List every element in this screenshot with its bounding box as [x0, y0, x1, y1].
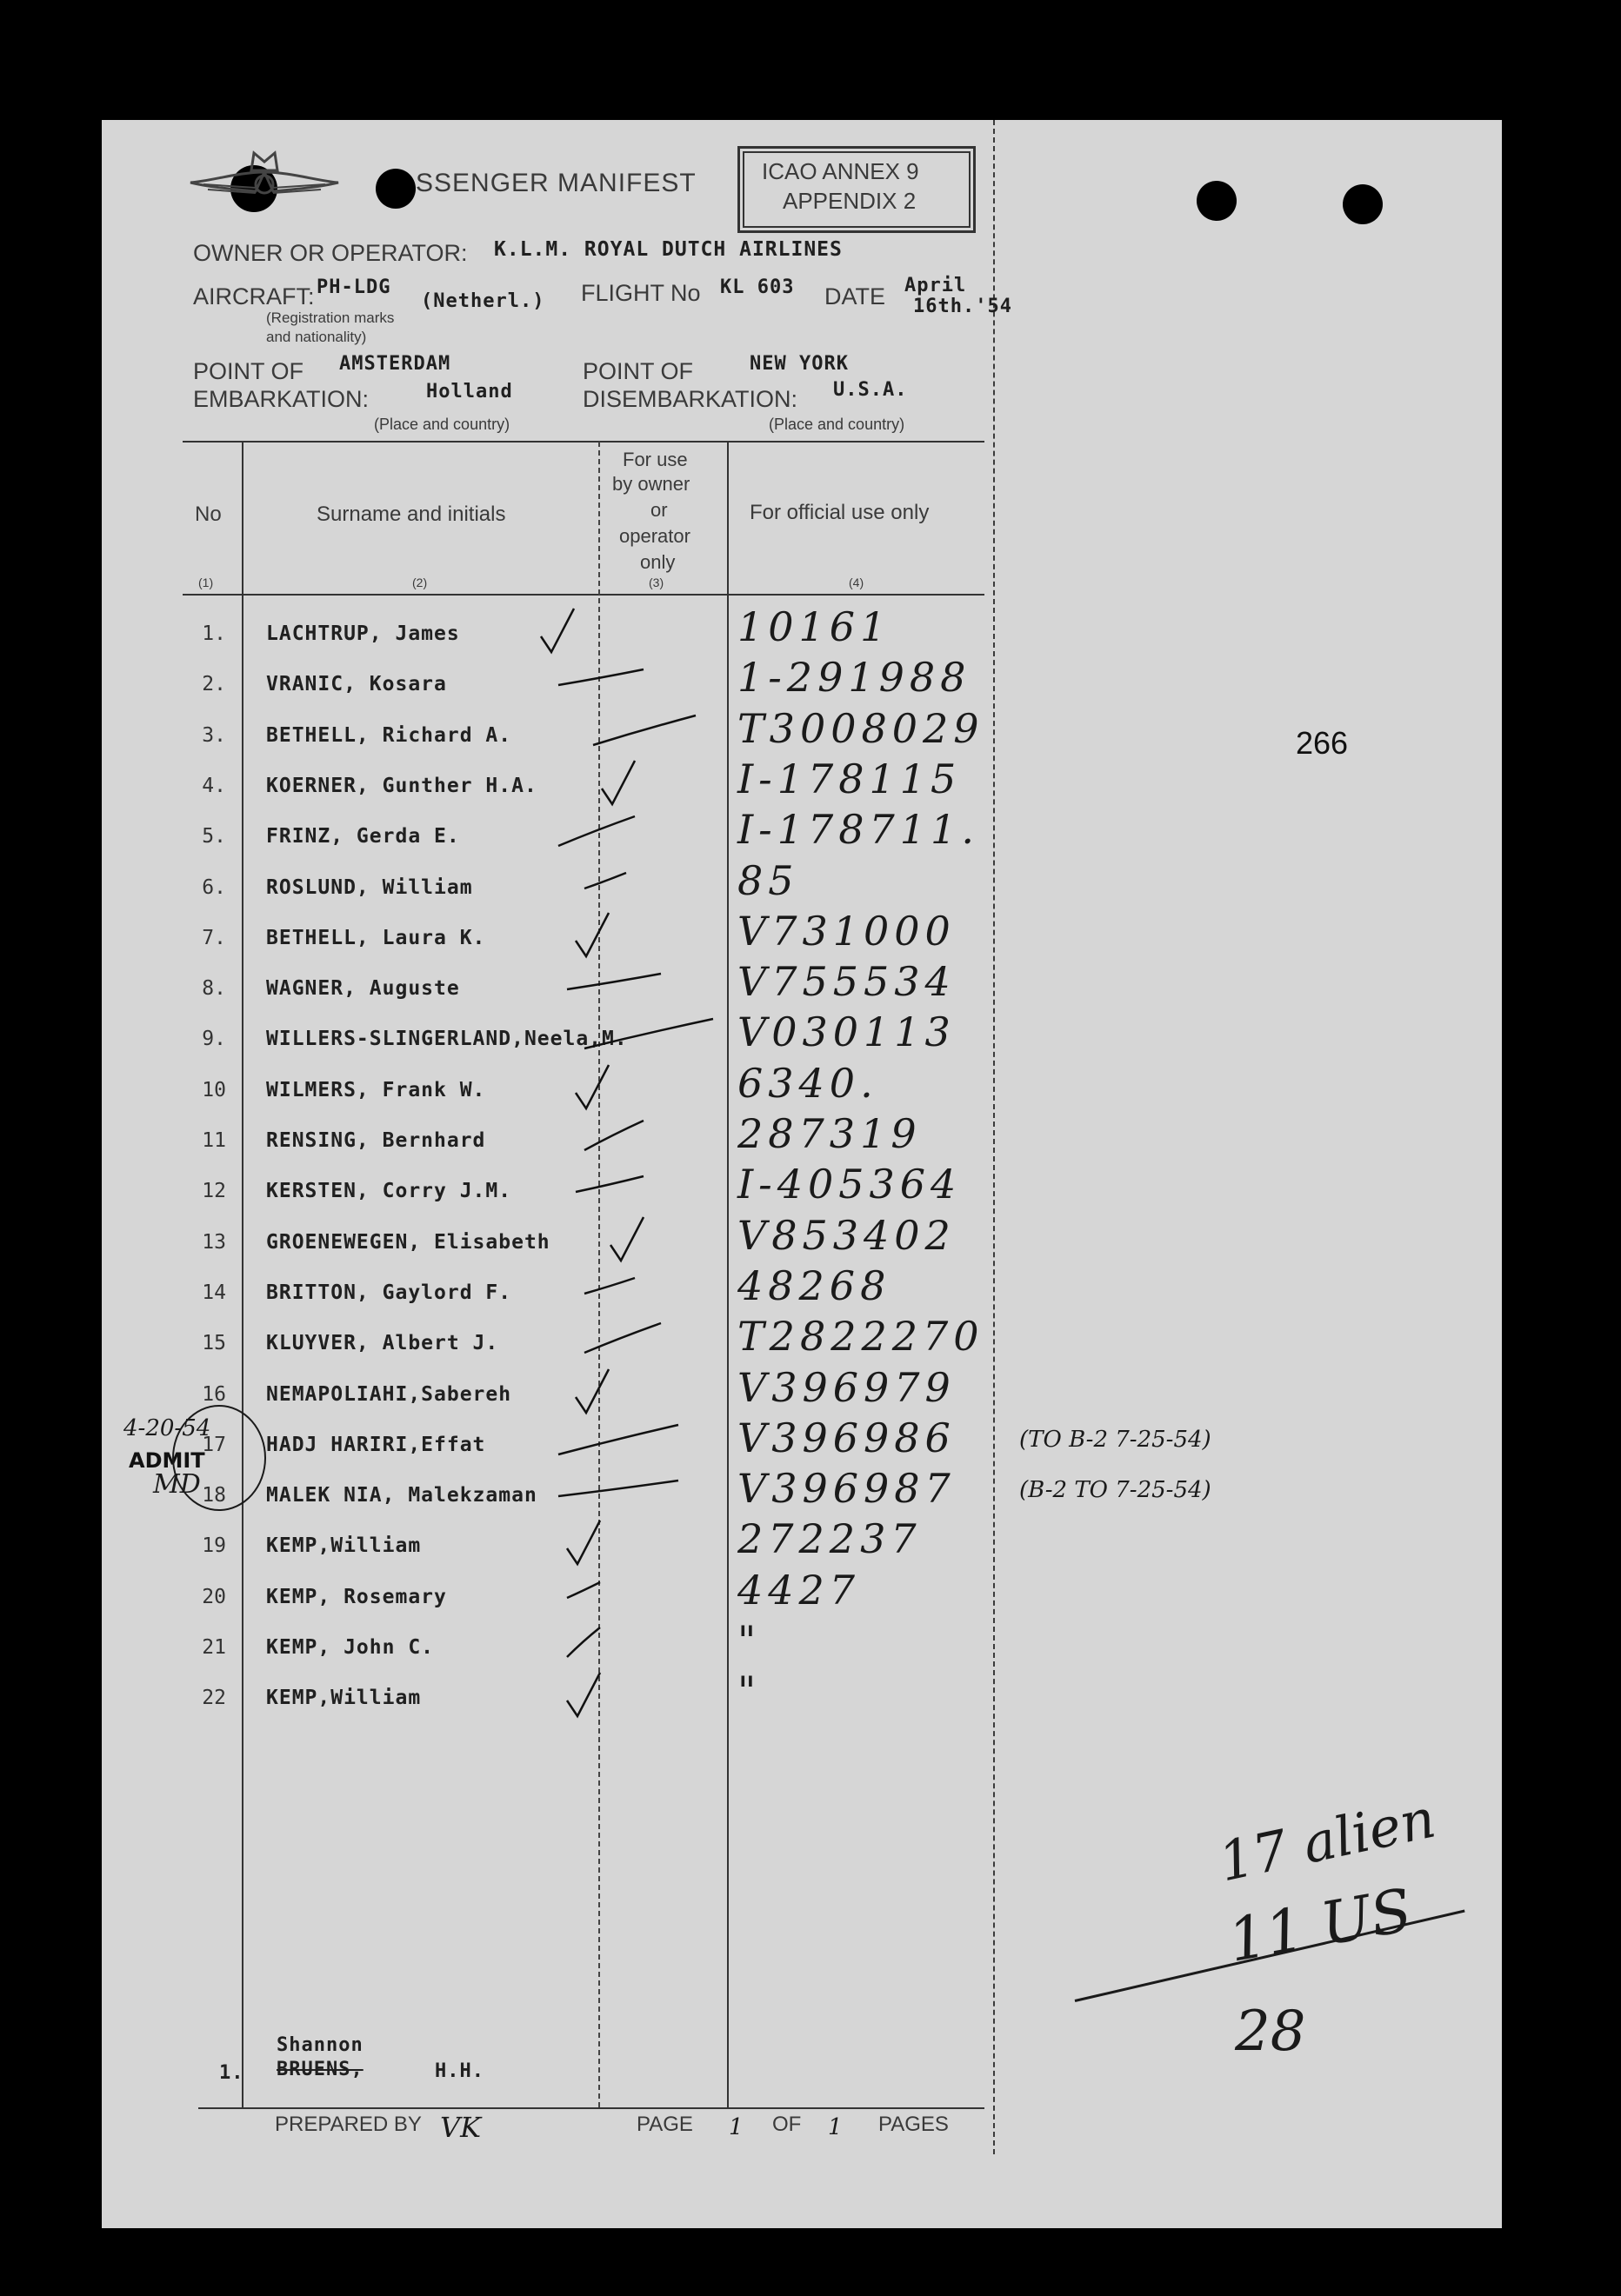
punch-hole [1343, 184, 1383, 224]
crew-no: 1. [219, 2062, 244, 2084]
passenger-official-number: T3008029 [737, 704, 984, 752]
passenger-no: 17 [202, 1433, 226, 1456]
passenger-official-number: 272237 [737, 1515, 922, 1563]
check-mark [565, 1666, 757, 1727]
prepared-by-label: PREPARED BY [275, 2113, 422, 2136]
tally-alien: 17 alien [1213, 1786, 1441, 1894]
col-header-owner-2: by owner [612, 473, 690, 495]
passenger-official-number: 10161 [737, 603, 891, 650]
passenger-official-number: V731000 [737, 907, 956, 955]
passenger-no: 3. [202, 723, 226, 747]
passenger-no: 5. [202, 825, 226, 849]
date-value-2: 16th.'54 [913, 296, 1012, 317]
col-header-official: For official use only [750, 501, 930, 524]
admit-date: 4-20-54 [123, 1415, 211, 1441]
klm-logo [186, 146, 343, 224]
aircraft-label: AIRCRAFT: [193, 283, 315, 309]
passenger-official-number: I-405364 [737, 1161, 962, 1208]
passenger-official-number: " [737, 1667, 762, 1715]
passenger-no: 7. [202, 926, 226, 949]
disembark-label-2: DISEMBARKATION: [583, 386, 798, 412]
passenger-name: LACHTRUP, James [266, 622, 460, 645]
passenger-official-number: V755534 [737, 958, 956, 1006]
of-label: OF [772, 2113, 802, 2136]
pages-label: PAGES [878, 2113, 949, 2136]
passenger-no: 15 [202, 1332, 226, 1355]
owner-label: OWNER OR OPERATOR: [193, 240, 468, 266]
passenger-no: 9. [202, 1028, 226, 1051]
registration-note-1: (Registration marks [266, 309, 395, 326]
disembark-label-1: POINT OF [583, 358, 694, 384]
date-label: DATE [824, 283, 886, 309]
aircraft-value: PH-LDG [317, 276, 391, 298]
passenger-official-number: I-178115 [737, 755, 962, 802]
page-value: 1 [729, 2114, 744, 2140]
passenger-name: WILMERS, Frank W. [266, 1078, 486, 1101]
passenger-visa-note: (B-2 TO 7-25-54) [1019, 1477, 1211, 1504]
disembark-city: NEW YORK [750, 353, 849, 375]
passenger-name: WILLERS-SLINGERLAND,Neela,M. [266, 1028, 628, 1051]
table-top-rule [183, 441, 984, 443]
col-header-owner-4: operator [619, 525, 690, 547]
passenger-name: NEMAPOLIAHI,Sabereh [266, 1382, 512, 1406]
embark-label-1: POINT OF [193, 358, 304, 384]
admit-text: ADMIT [129, 1448, 205, 1473]
passenger-no: 14 [202, 1281, 226, 1304]
crew-initials: H.H. [435, 2060, 484, 2082]
page-label: PAGE [637, 2113, 693, 2136]
passenger-official-number: T2822270 [737, 1313, 984, 1361]
passenger-name: WAGNER, Auguste [266, 977, 460, 1001]
crew-correction: Shannon [277, 2034, 364, 2056]
passenger-no: 12 [202, 1180, 226, 1203]
passenger-name: VRANIC, Kosara [266, 673, 447, 696]
col-header-owner-1: For use [623, 449, 688, 470]
icao-line-2: APPENDIX 2 [783, 188, 917, 214]
passenger-name: KLUYVER, Albert J. [266, 1332, 499, 1355]
passenger-no: 2. [202, 673, 226, 696]
passenger-no: 18 [202, 1484, 226, 1507]
passenger-no: 16 [202, 1382, 226, 1406]
fold-line [993, 120, 995, 2154]
passenger-official-number: 6340. [737, 1059, 878, 1107]
tally-us: 11 US [1223, 1876, 1418, 1976]
col-header-no: No [195, 502, 222, 526]
flight-label: FLIGHT No [581, 280, 701, 306]
embark-city: AMSTERDAM [339, 353, 451, 375]
passenger-name: ROSLUND, William [266, 875, 473, 899]
passenger-no: 10 [202, 1078, 226, 1101]
passenger-name: GROENEWEGEN, Elisabeth [266, 1230, 550, 1254]
passenger-official-number: V030113 [737, 1008, 956, 1056]
passenger-official-number: V396979 [737, 1363, 956, 1411]
col-num-4: (4) [849, 576, 864, 589]
passenger-official-number: 4427 [737, 1566, 861, 1614]
icao-line-1: ICAO ANNEX 9 [762, 158, 919, 184]
passenger-visa-note: (TO B-2 7-25-54) [1019, 1426, 1211, 1453]
passenger-official-number: V396986 [737, 1414, 956, 1461]
passenger-name: FRINZ, Gerda E. [266, 825, 460, 849]
passenger-official-number: 1-291988 [737, 654, 971, 702]
disembark-note: (Place and country) [769, 416, 905, 433]
passenger-no: 6. [202, 875, 226, 899]
date-value-1: April [904, 275, 967, 296]
passenger-no: 8. [202, 977, 226, 1001]
punch-hole [1197, 181, 1237, 221]
col-header-name: Surname and initials [317, 502, 506, 526]
aircraft-nationality: (Netherl.) [421, 290, 545, 312]
col-num-2: (2) [412, 576, 428, 589]
passenger-name: KEMP,William [266, 1534, 422, 1558]
passenger-no: 13 [202, 1230, 226, 1254]
passenger-no: 19 [202, 1534, 226, 1558]
admit-circle [172, 1405, 266, 1511]
table-header-rule [183, 594, 984, 596]
passenger-name: KEMP, John C. [266, 1636, 435, 1659]
embark-country: Holland [426, 381, 513, 403]
col-header-owner-5: only [640, 551, 676, 573]
disembark-country: U.S.A. [833, 379, 908, 401]
passenger-official-number: I-178711. [737, 806, 979, 854]
prepared-by-value: VK [440, 2111, 482, 2144]
stamp-number: 266 [1296, 725, 1349, 761]
passenger-name: RENSING, Bernhard [266, 1129, 486, 1152]
tally-total: 28 [1235, 2000, 1306, 2064]
passenger-no: 11 [202, 1129, 226, 1152]
col-num-1: (1) [198, 576, 214, 589]
passenger-no: 22 [202, 1687, 226, 1710]
manifest-title: SSENGER MANIFEST [416, 169, 697, 197]
embark-label-2: EMBARKATION: [193, 386, 370, 412]
passenger-no: 21 [202, 1636, 226, 1659]
crew-name: BRUENS, [277, 2059, 364, 2080]
col-num-3: (3) [649, 576, 664, 589]
passenger-no: 1. [202, 622, 226, 645]
admit-initials: MD [153, 1469, 201, 1500]
passenger-no: 4. [202, 774, 226, 797]
passenger-name: BETHELL, Laura K. [266, 926, 486, 949]
passenger-name: KEMP,William [266, 1687, 422, 1710]
passenger-name: BETHELL, Richard A. [266, 723, 512, 747]
passenger-official-number: 85 [737, 856, 799, 904]
table-bottom-rule [198, 2107, 984, 2109]
punch-hole [376, 169, 416, 209]
registration-note-2: and nationality) [266, 329, 367, 345]
embark-note: (Place and country) [374, 416, 510, 433]
passenger-name: KERSTEN, Corry J.M. [266, 1180, 512, 1203]
flight-value: KL 603 [720, 276, 795, 298]
passenger-name: BRITTON, Gaylord F. [266, 1281, 512, 1304]
col-header-owner-3: or [650, 499, 668, 521]
passenger-official-number: " [737, 1617, 762, 1664]
passenger-name: HADJ HARIRI,Effat [266, 1433, 486, 1456]
passenger-name: KEMP, Rosemary [266, 1585, 447, 1608]
col-divider-1 [242, 442, 243, 2107]
passenger-name: KOERNER, Gunther H.A. [266, 774, 537, 797]
of-value: 1 [828, 2114, 843, 2140]
passenger-official-number: 48268 [737, 1261, 891, 1309]
passenger-official-number: V853402 [737, 1211, 956, 1259]
passenger-name: MALEK NIA, Malekzaman [266, 1484, 537, 1507]
owner-value: K.L.M. ROYAL DUTCH AIRLINES [494, 238, 843, 261]
passenger-official-number: V396987 [737, 1465, 956, 1513]
passenger-no: 20 [202, 1585, 226, 1608]
passenger-official-number: 287319 [737, 1110, 922, 1157]
